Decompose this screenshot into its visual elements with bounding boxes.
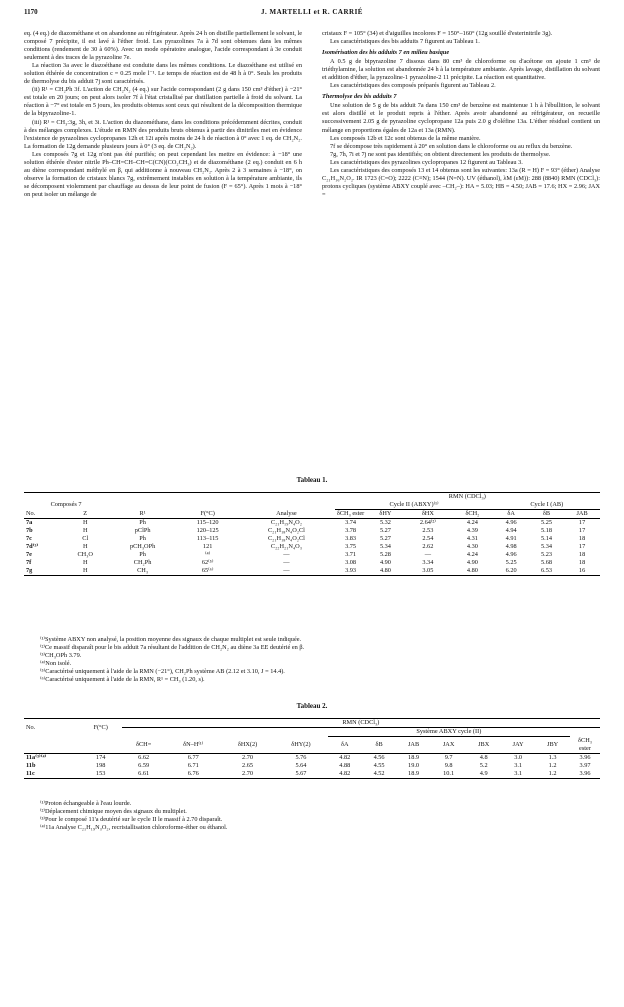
- table-cell: 3.34: [422, 559, 434, 566]
- table-cell: 174: [95, 753, 106, 761]
- column-header: No.: [24, 510, 62, 519]
- table-cell: 5.25: [505, 559, 517, 566]
- table-cell: H: [82, 519, 88, 526]
- table1-cycle1-header: Cycle I (AB): [494, 501, 601, 510]
- table-cell: 62⁽⁵⁾: [201, 559, 214, 566]
- footnote: ⁽²⁾Ce massif disparaît pour le bis adduit 7a résultant de l'addition de CH₂N₂ au diène 3a EE deutérié en β.: [40, 644, 305, 651]
- table-cell: 11b: [26, 761, 36, 769]
- table-cell: 198: [95, 761, 106, 769]
- table-cell: 7a: [26, 519, 33, 526]
- paragraph: Les composés 7g et 12g n'ont pas été purifiés; on peut cependant les mettre en évidence: à −18° une solution éthérée d'ester nitrile Ph–CH=CH–CH=C(CN)(CO₂CH₃) et de diazométhane (2 eq.) conduit en 6 h au diène correspondant méthylé en β, qui additionne à nouveau CH₂N₂. Après 2 à 3 semaines à −18°, on observe la formation de cristaux blancs 7g, extrêmement instables en solution à la température ambiante, ils se décomposent violemment par chauffage au dessus de leur point de fusion (F = 65°). Après 1 mois à −18° on peut isoler un mélange de: [24, 150, 302, 198]
- table-cell: 16: [564, 567, 600, 576]
- table-cell: 4.90: [466, 559, 478, 566]
- table1-body: [24, 519, 600, 576]
- table-cell: 5.23: [540, 551, 552, 558]
- table-cell: 2.53: [422, 527, 434, 534]
- table-row: [24, 527, 600, 535]
- table-cell: 6.62: [138, 753, 150, 761]
- column-header: JAB: [396, 737, 431, 754]
- table-cell: C₂₂H₂₁N₄O₃: [270, 543, 302, 550]
- table-cell: 18: [578, 551, 586, 558]
- table1-cycle2-header: Cycle II (ABXY)⁽¹⁾: [335, 501, 494, 510]
- table-cell: 5.14: [540, 535, 552, 542]
- table-row: [24, 770, 600, 779]
- table-cell: 4.80: [367, 567, 405, 576]
- table-row: [24, 762, 600, 770]
- table-cell: 4.56: [373, 753, 385, 761]
- table-cell: 4.94: [505, 527, 517, 534]
- table-cell: 120–125: [196, 527, 219, 534]
- section-heading: Thermolyse des bis adduits 7: [322, 93, 397, 101]
- paragraph: eq. (4 eq.) de diazométhane et on abandonne au réfrigérateur. Après 24 h on distille partiellement le solvant, le composé 7 précipite, il est lavé à l'éther froid. Les pyrazolines 7a à 7d sont obtenues dans les mêmes conditions (rendement de 30 à 60%). Avec un mode opératoire analogue, l'acide correspondant à 3e conduit seulement à des traces de la pyrazoline 7e.: [24, 30, 303, 62]
- table-cell: H: [62, 567, 108, 576]
- table-cell: 3.1: [501, 770, 535, 779]
- table-cell: C₂₁H₁₉N₄O₂: [270, 519, 302, 526]
- table-cell: 6.53: [529, 567, 564, 576]
- table-cell: 5.27: [379, 535, 391, 542]
- table-cell: C₂₁H₁₈N₄O₂Cl: [267, 527, 305, 534]
- table-row: [24, 551, 600, 559]
- table-cell: 18: [578, 535, 586, 542]
- column-header: δA: [494, 510, 529, 519]
- table-cell: 3.93: [335, 567, 367, 576]
- column-header: δHY: [367, 510, 405, 519]
- footnote: ⁽¹⁾Proton échangeable à l'eau lourde.: [40, 800, 132, 807]
- table2: [24, 718, 600, 779]
- table2-caption: Tableau 2.: [296, 702, 328, 710]
- table-cell: 2.65: [242, 761, 254, 769]
- table-cell: H: [82, 543, 88, 550]
- table-cell: CH₂Ph: [133, 559, 152, 566]
- table-cell: 4.24: [466, 551, 478, 558]
- table-cell: 17: [578, 543, 586, 550]
- table-cell: 7g: [24, 567, 62, 576]
- paragraph: cristaux F = 105° (34) et d'aiguilles incolores F = 150°–160° (12g souillé d'esterinitrile 3g).: [322, 30, 553, 37]
- table-cell: 4.39: [466, 527, 478, 534]
- table-cell: 4.91: [505, 535, 517, 542]
- table-cell: pCH₃OPh: [129, 543, 156, 550]
- table-cell: 1.2: [535, 770, 570, 779]
- page-number: 1170: [24, 8, 38, 16]
- footnote: ⁽³⁾Pour le composé 11'a deutérié sur le cycle II le massif à 2.70 disparaît.: [40, 816, 223, 823]
- table-cell: 2.54: [422, 535, 434, 542]
- page-header: [24, 8, 600, 20]
- column-header: JAY: [501, 737, 535, 754]
- section-heading: Isomérisation des bis adduits 7 en milieu basique: [322, 49, 450, 57]
- table-cell: Cl: [82, 535, 89, 542]
- table-cell: 4.82: [339, 753, 351, 761]
- table-cell: H: [82, 527, 88, 534]
- table-cell: 2.70: [242, 753, 254, 761]
- table-cell: —: [424, 551, 431, 558]
- table1-caption: Tableau 1.: [296, 476, 328, 484]
- table-cell: 65⁽⁶⁾: [177, 567, 238, 576]
- column-header: δA: [328, 737, 362, 754]
- table-cell: 4.52: [362, 770, 396, 779]
- column-header: δCH=: [122, 737, 166, 754]
- left-column: [24, 30, 302, 199]
- paragraph: Les caractéristiques des pyrazolines cyclopropanes 12 figurent au Tableau 3.: [330, 158, 523, 166]
- table-cell: 3.83: [345, 535, 357, 542]
- table-cell: 5.32: [379, 519, 391, 526]
- table-row: [24, 567, 600, 576]
- table-cell: 2.62: [422, 543, 434, 550]
- table-cell: 113–115: [196, 535, 219, 542]
- table-cell: 5.27: [379, 527, 391, 534]
- table-cell: 115–120: [196, 519, 219, 526]
- table-cell: CH₃: [108, 567, 177, 576]
- table-cell: 2.70: [221, 770, 274, 779]
- right-column: [322, 30, 600, 199]
- table-cell: 6.76: [166, 770, 221, 779]
- footnote: ⁽¹⁾Système ABXY non analysé, la position moyenne des signaux de chaque multiplet est seule indiquée.: [40, 636, 302, 643]
- table-cell: 3.0: [514, 753, 523, 761]
- table-cell: 5.2: [479, 761, 488, 769]
- table-cell: 5.18: [540, 527, 552, 534]
- table-cell: 2.64⁽²⁾: [419, 519, 436, 526]
- table-cell: 1.2: [548, 761, 557, 769]
- table-cell: 9.8: [444, 761, 453, 769]
- paragraph: Une solution de 5 g de bis adduit 7a dans 150 cm³ de benzène est maintenue 1 h à l'ébullition, le solvant est alors distillé et le produit repris à l'éther. Après avoir abandonné au réfrigérateur, on recueille successivement 2.05 g de pyrazoline cyclopropane 12a puis 2.0 g d'oléfine 13a. L'éther résiduel contient un mélange en proportions égales de 12a et 13a (RMN).: [322, 102, 600, 134]
- column-header: δCH₂: [451, 510, 493, 519]
- table-cell: 7e: [26, 551, 32, 558]
- table-cell: 5.76: [295, 753, 307, 761]
- table-cell: 5.68: [540, 559, 552, 566]
- table-cell: 4.98: [505, 543, 517, 550]
- table-cell: 4.55: [373, 761, 385, 769]
- paragraph: La réaction 3a avec le diazoéthane est conduite dans les mêmes conditions. Le diazoéthane est utilisé en solution éthérée de concentration c = 0.25 mole l⁻¹. Le temps de réaction est de 48 h à 0°. Seuls les produits de thermolyse du bis adduit 7j sont caractérisés.: [24, 62, 302, 86]
- table-cell: 3.71: [345, 551, 357, 558]
- paragraph: Les composés 12b et 12c sont obtenus de la même manière.: [330, 134, 481, 142]
- table-cell: H: [82, 559, 88, 566]
- table-cell: 18.9: [396, 770, 431, 779]
- table-cell: 6.59: [138, 761, 150, 769]
- table-cell: 6.77: [187, 753, 199, 761]
- table-cell: 17: [578, 527, 586, 534]
- table2-body: [24, 753, 600, 778]
- column-header: δHX(2): [221, 737, 274, 754]
- table-cell: 9.7: [444, 753, 453, 761]
- table-cell: —: [238, 567, 334, 576]
- table-cell: 18: [578, 559, 586, 566]
- footnote: ⁽⁴⁾11a Analyse C₂₁H₁₉N₃O₂, recristallisation chloroforme-éther ou éthanol.: [40, 824, 228, 831]
- table-cell: Ph: [139, 519, 146, 526]
- table-cell: Ph: [139, 535, 146, 542]
- table-cell: 6.20: [494, 567, 529, 576]
- table-cell: —: [283, 559, 290, 566]
- table-cell: 6.61: [122, 770, 166, 779]
- table-cell: 7b: [26, 527, 33, 534]
- paragraph: A 0.5 g de bipyrazoline 7 dissous dans 80 cm³ de chloroforme ou d'acétone on ajoute 1 cm³ de triéthylamine, la solution est abandonnée 24 h à la température ambiante. Après lavage, distillation du solvant et addition d'éther, la pyrazoline-1 pyrazoline-2 11 précipite. La réaction est quantitative.: [322, 58, 600, 82]
- table-cell: 7d⁽³⁾: [26, 543, 39, 550]
- footnote: ⁽⁵⁾Caractérisé uniquement à l'aide de la RMN (−21°), CH₂Ph système AB (2.12 et 3.10, J = 14.4).: [40, 668, 285, 675]
- table-cell: 3.97: [579, 761, 591, 769]
- table-cell: 121: [202, 543, 213, 550]
- table1-notes: [40, 636, 580, 684]
- table-cell: CH₃O: [77, 551, 93, 558]
- paragraph: Les caractéristiques des composés 13 et 14 obtenus sont les suivantes: 13a (R = H) F = 93° (éther) Analyse C₂₁H₁₆N₂O₂. IR 1723 (C=O); 2222 (C≡N); 1544 (N=N). UV (éthanol), λM (εM)): 288 (8840) RMN (CDCl₃): protons cycliques (système ABXY couplé avec –CH₂–): HA = 5.03; HB = 4.50; JAB = 17.6; HX = 2.96; JAX =: [322, 166, 600, 198]
- table-cell: —: [283, 551, 290, 558]
- column-header: JBX: [466, 737, 501, 754]
- table-cell: 4.8: [479, 753, 488, 761]
- table-cell: 5.28: [379, 551, 391, 558]
- table-cell: 4.96: [505, 519, 517, 526]
- footnote: ⁽²⁾Déplacement chimique moyen des signaux du multiplet.: [40, 808, 187, 815]
- table-cell: Ph: [139, 551, 146, 558]
- table-cell: ⁽⁴⁾: [205, 551, 211, 558]
- column-header: Z: [62, 510, 108, 519]
- table-cell: 4.90: [379, 559, 391, 566]
- table-cell: 5.67: [274, 770, 327, 779]
- table1: [24, 492, 600, 576]
- footnote: ⁽³⁾CH₃OPh 3.79.: [40, 652, 82, 659]
- table-cell: 3.05: [404, 567, 451, 576]
- table-cell: 3.08: [345, 559, 357, 566]
- column-header: JAB: [564, 510, 600, 519]
- column-header: JBY: [535, 737, 570, 754]
- table-cell: 10.1: [431, 770, 466, 779]
- paragraph: 7f se décompose très rapidement à 20° en solution dans le chloroforme ou au reflux du benzène.: [330, 142, 573, 150]
- column-header: δHX: [404, 510, 451, 519]
- table-cell: 3.75: [345, 543, 357, 550]
- table-cell: 7c: [26, 535, 32, 542]
- column-header: δCH₃ ester: [570, 737, 600, 754]
- column-header: JAX: [431, 737, 466, 754]
- table-cell: 3.96: [579, 753, 591, 761]
- column-header: δB: [362, 737, 396, 754]
- table-cell: 4.80: [451, 567, 493, 576]
- column-header: F(°C): [177, 510, 238, 519]
- column-header: R¹: [108, 510, 177, 519]
- table2-notes: [40, 800, 580, 832]
- footnote: ⁽⁶⁾Caractérisé uniquement à l'aide de la RMN, R¹ = CH₃ (1.20, s).: [40, 676, 205, 683]
- table-row: [24, 519, 600, 528]
- table-cell: 153: [80, 770, 122, 779]
- table-cell: 3.1: [514, 761, 523, 769]
- column-header: No.: [24, 719, 80, 737]
- table-cell: 3.78: [345, 527, 357, 534]
- table-cell: 4.9: [466, 770, 501, 779]
- table-cell: 11c: [24, 770, 80, 779]
- column-header: δHY(2): [274, 737, 327, 754]
- table-cell: 4.96: [505, 551, 517, 558]
- table-cell: 18.9: [408, 753, 420, 761]
- column-header: δN–H⁽¹⁾: [166, 737, 221, 754]
- table-cell: 5.34: [540, 543, 552, 550]
- table-cell: 1.3: [548, 753, 557, 761]
- table1-rmn-header: RMN (CDCl₃): [335, 493, 600, 502]
- paragraph: 7g, 7h, 7i et 7j ne sont pas identifiés; on obtient directement les produits de thermolyse.: [330, 150, 551, 158]
- table-cell: 4.31: [466, 535, 478, 542]
- table-cell: 19.0: [408, 761, 420, 769]
- table-cell: 3.74: [345, 519, 357, 526]
- column-header: Analyse: [238, 510, 334, 519]
- footnote: ⁽⁴⁾Non isolé.: [40, 660, 72, 667]
- column-header: F(°C): [80, 719, 122, 737]
- table-cell: pClPh: [134, 527, 151, 534]
- table-cell: 4.88: [339, 761, 351, 769]
- table-row: [24, 559, 600, 567]
- table-cell: C₂₁H₁₈N₄O₂Cl: [267, 535, 305, 542]
- table-cell: 4.30: [466, 543, 478, 550]
- table-cell: 5.64: [295, 761, 307, 769]
- table-cell: 4.82: [328, 770, 362, 779]
- paragraph: (ii) R¹ = CH₂Ph 3f. L'action de CH₂N₂ (4 eq.) sur l'acide correspondant (2 g dans 150 cm³ d'éther) à −21° est totale en 20 jours; on peut alors isoler 7f à l'état cristallisé par distillation partielle à froid du solvant. La réaction à −7° est totale en 5 jours, les produits obtenus sont ceux qui résultent de la décomposition thermique de la bipyrazoline-1.: [24, 86, 302, 118]
- table-cell: 5.34: [379, 543, 391, 550]
- paragraph: (iii) R¹ = CH₃:3g, 3h, et 3i. L'action du diazométhane, dans les conditions précédemment décrites, conduit à des mélanges complexes. L'étude en RMN des produits bruts obtenus à partir des dinitriles met en évidence l'existence de pyrazolines cyclopropanes 12h et 12i après moins de 24 h de réaction à 0° avec 1 eq. de CH₂N₂. La formation de 12g demande plusieurs jours à 0° (3 eq. de CH₂N₂).: [24, 118, 302, 150]
- table-cell: 4.24: [466, 519, 478, 526]
- table-cell: 6.71: [187, 761, 199, 769]
- column-header: δB: [529, 510, 564, 519]
- table-row: [24, 535, 600, 543]
- table1-composes-header: Composés 7: [50, 501, 82, 509]
- table-cell: 17: [578, 519, 586, 526]
- table-cell: 3.96: [570, 770, 600, 779]
- paragraph: Les caractéristiques des composés préparés figurent au Tableau 2.: [330, 82, 496, 90]
- table-cell: 7f: [26, 559, 32, 566]
- running-head: J. MARTELLI et R. CARRIÉ: [261, 8, 363, 16]
- table2-rmn-header: RMN (CDCl₃): [122, 719, 600, 728]
- table-cell: 11a⁽³⁾⁽⁴⁾: [26, 753, 47, 761]
- table-row: [24, 543, 600, 551]
- table-row: [24, 753, 600, 762]
- table2-system-header: Système ABXY cycle (II): [328, 728, 570, 737]
- paragraph: Les caractéristiques des bis adduits 7 figurent au Tableau 1.: [330, 38, 480, 46]
- column-header: δCH₃ ester: [335, 510, 367, 519]
- table-cell: 5.25: [540, 519, 552, 526]
